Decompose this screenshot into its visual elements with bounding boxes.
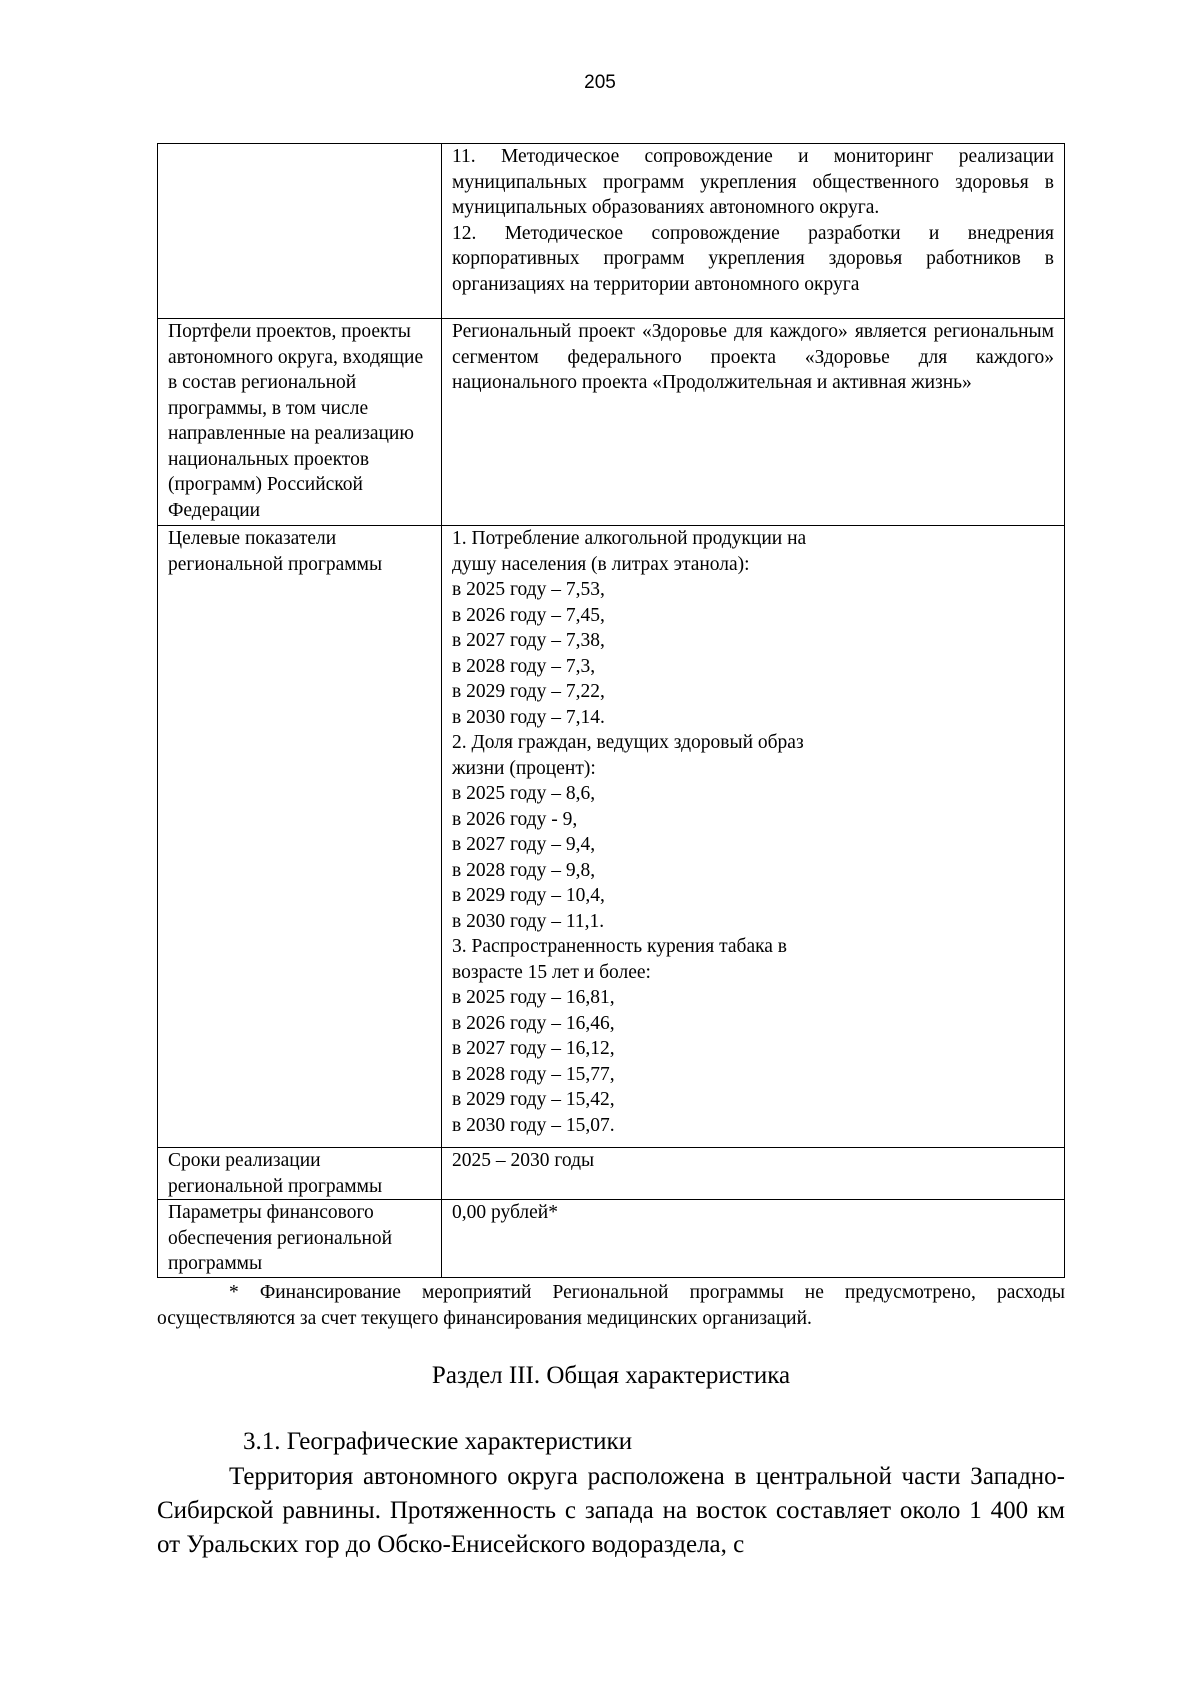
- indicator-line: в 2029 году – 15,42,: [452, 1089, 615, 1110]
- program-passport-table: [157, 143, 1065, 1278]
- indicator-line: в 2029 году – 10,4,: [452, 885, 605, 906]
- indicator-line: жизни (процент):: [452, 757, 596, 779]
- activity-item: 12. Методическое сопровождение разработки и внедрения корпоративных программ укрепления здоровья работников в организациях на территории автономного округа: [452, 222, 1054, 295]
- indicator-line: в 2028 году – 7,3,: [452, 655, 596, 677]
- body-paragraph: Территория автономного округа расположена в центральной части Западно-Сибирской равнины. Протяженность с запада на восток составляет около 1 400 км от Уральских гор до Обско-Енисейского водораздела, с: [157, 1463, 1065, 1558]
- indicator-line: в 2025 году – 16,81,: [452, 987, 615, 1008]
- indicator-line: 3. Распространенность курения табака в: [452, 936, 788, 957]
- indicator-line: в 2027 году – 9,4,: [452, 834, 596, 855]
- page-number: 205: [584, 72, 616, 93]
- indicator-line: душу населения (в литрах этанола):: [452, 553, 750, 575]
- table-row: [158, 526, 1065, 1148]
- row-label-empty: [158, 144, 442, 319]
- activity-item: 11. Методическое сопровождение и мониторинг реализации муниципальных программ укрепления общественного здоровья в муниципальных образованиях автономного округа.: [452, 146, 1054, 218]
- footnote: * Финансирование мероприятий Региональной программы не предусмотрено, расходы осуществляются за счет текущего финансирования медицинских организаций.: [157, 1282, 1065, 1329]
- indicator-line: 1. Потребление алкогольной продукции на: [452, 528, 807, 549]
- indicator-line: в 2025 году – 7,53,: [452, 579, 605, 600]
- indicator-line: в 2028 году – 9,8,: [452, 859, 596, 881]
- section-title: Раздел III. Общая характеристика: [431, 1362, 791, 1389]
- indicator-line: в 2030 году – 7,14.: [452, 706, 605, 728]
- row-value-projects: [442, 319, 1065, 526]
- indicator-line: возрасте 15 лет и более:: [452, 961, 651, 983]
- projects-text: Региональный проект «Здоровье для каждого» является региональным сегментом федерального проекта «Здоровье для каждого» национального проекта «Продолжительная и активная жизнь»: [452, 321, 1054, 393]
- subsection-title: 3.1. Географические характеристики: [243, 1428, 633, 1455]
- row-value-indicators: [442, 526, 1065, 1148]
- table-row: [158, 1148, 1065, 1200]
- indicator-line: в 2025 году – 8,6,: [452, 783, 596, 804]
- indicator-line: в 2027 году – 7,38,: [452, 630, 605, 651]
- table-row: [158, 319, 1065, 526]
- row-label-indicators: Целевые показатели региональной программы: [158, 526, 442, 1148]
- indicator-line: в 2026 году – 7,45,: [452, 604, 605, 626]
- table-row: [158, 1200, 1065, 1278]
- indicator-line: в 2030 году – 15,07.: [452, 1114, 615, 1136]
- indicator-line: в 2030 году – 11,1.: [452, 910, 605, 932]
- table-row: [158, 144, 1065, 319]
- indicator-line: в 2027 году – 16,12,: [452, 1038, 615, 1059]
- indicator-line: в 2028 году – 15,77,: [452, 1063, 615, 1085]
- row-label-financing: Параметры финансового обеспечения региональной программы: [158, 1200, 442, 1278]
- row-label-timeline: Сроки реализации региональной программы: [158, 1148, 442, 1200]
- row-label-projects: Портфели проектов, проекты автономного округа, входящие в состав региональной программы, в том числе направленные на реализацию национальных проектов (программ) Российской Федерации: [158, 319, 442, 526]
- indicator-line: в 2026 году - 9,: [452, 808, 578, 830]
- row-value-timeline: 2025 – 2030 годы: [442, 1148, 1065, 1200]
- row-value-financing: 0,00 рублей*: [442, 1200, 1065, 1278]
- indicator-line: в 2029 году – 7,22,: [452, 681, 605, 702]
- indicator-line: в 2026 году – 16,46,: [452, 1012, 615, 1034]
- indicator-line: 2. Доля граждан, ведущих здоровый образ: [452, 732, 804, 753]
- row-value-activities: [442, 144, 1065, 319]
